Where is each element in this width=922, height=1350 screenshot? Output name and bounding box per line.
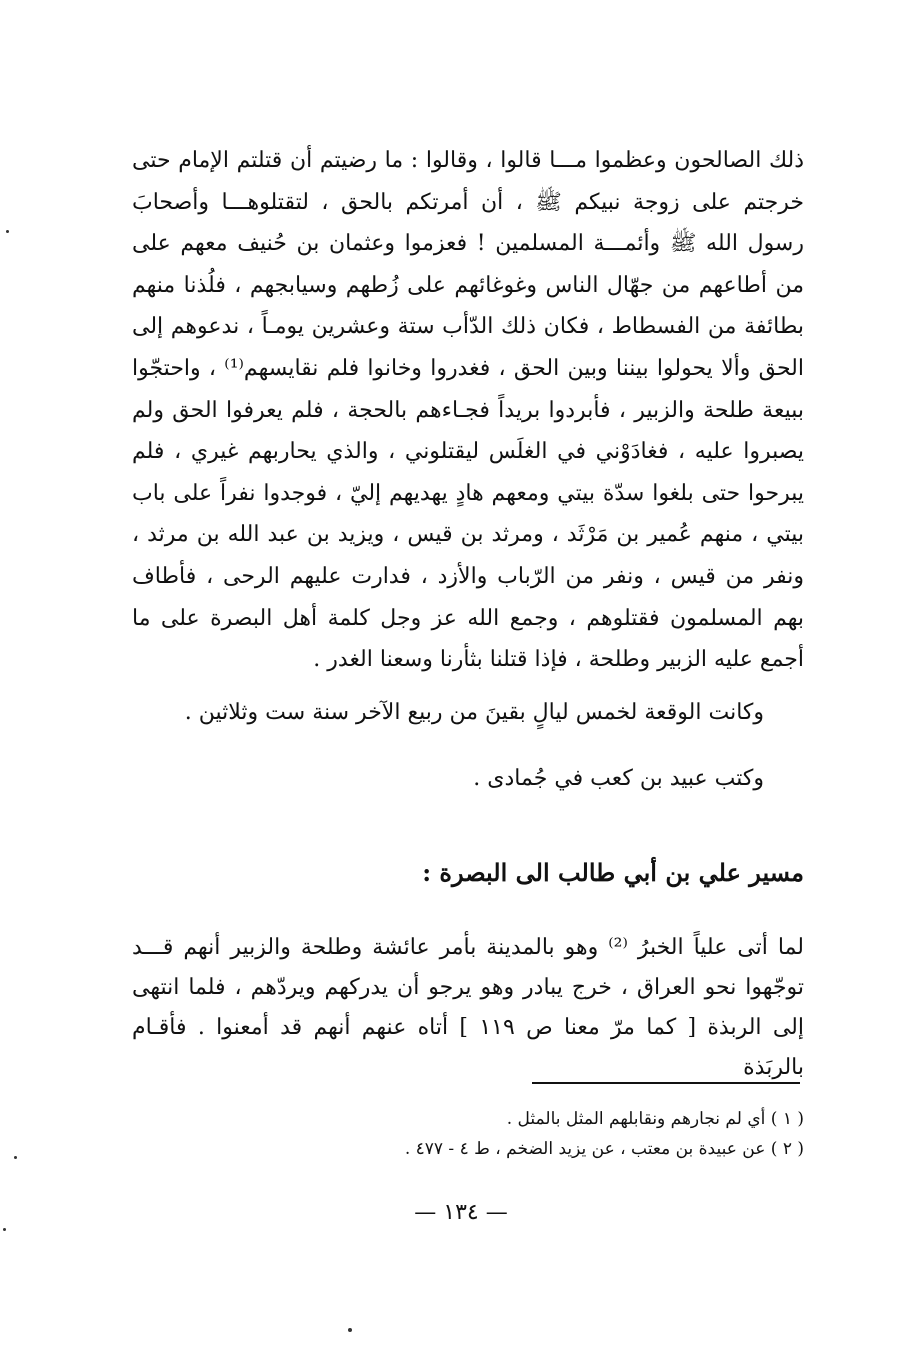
intro-paragraph: ذلك الصالحون وعظموا مـــا قالوا ، وقالوا : ما رضيتم أن قتلتم الإمام حتى خرجتم على زوجة نبيكم ﷺ ، أن أمرتكم بالحق ، لتقتلوهـــا وأصحابَ رسول الله ﷺ وأئمـــة المسلمين ! فعزموا وعثمان بن حُنيف معهم على من أطاعهم من جهّال الناس وغوغائهم على زُطهم وسيابجهم ، فلُذنا منهم بطائفة من الفسطاط ، فكان ذلك الدّأب ستة وعشرين يومـاً ، ندعوهم إلى الحق وألا يحولوا بيننا وبين الحق ، فغدروا وخانوا فلم نقايسهم⁽¹⁾ ، واحتجّوا ببيعة طلحة والزبير ، فأبردوا بريداً فجـاءهم بالحجة ، فلم يعرفوا الحق ولم يصبروا عليه ، فغادَوْني في الغلَس ليقتلوني ، والذي يحاربهم غيري ، فلم يبرحوا حتى بلغوا سدّة بيتي ومعهم هادٍ يهديهم إليّ ، فوجدوا نفراً على باب بيتي ، منهم عُمير بن مَرْثَد ، ومرثد بن قيس ، ويزيد بن عبد الله بن مرثد ، ونفر من قيس ، ونفر من الرّباب والأزد ، فدارت عليهم الرحى ، فأطاف بهم المسلمون فقتلوهم ، وجمع الله عز وجل كلمة أهل البصرة على ما أجمع عليه الزبير وطلحة ، فإذا قتلنا بثأرنا وسعنا الغدر . <box>132 148 804 673</box>
footnotes <box>405 1104 804 1164</box>
battle-date-line: وكانت الوقعة لخمس ليالٍ بقينَ من ربيع الآخر سنة ست وثلاثين . <box>184 700 764 725</box>
scan-speck <box>348 1328 352 1332</box>
footnote-divider <box>532 1082 800 1084</box>
scan-speck <box>3 1228 6 1231</box>
page-number: — ١٣٤ — <box>414 1200 508 1225</box>
section-paragraph: لما أتى علياً الخبرُ ⁽²⁾ وهو بالمدينة بأمر عائشة وطلحة والزبير أنهم قـــد توجّهوا نحو العراق ، خرج يبادر وهو يرجو أن يدركهم ويردّهم ، فلما انتهى إلى الربذة [ كما مرّ معنا ص ١١٩ ] أتاه عنهم أنهم قد أمعنوا . فأقـام بالربَذة <box>132 935 804 1080</box>
footnote-1: ( ١ ) أي لم نجارهم ونقابلهم المثل بالمثل . <box>506 1109 804 1129</box>
footnote-2: ( ٢ ) عن عبيدة بن معتب ، عن يزيد الضخم ، ط ٤ - ٤٧٧ . <box>404 1139 804 1159</box>
scan-speck <box>6 230 9 233</box>
author-line: وكتب عبيد بن كعب في جُمادى . <box>473 766 764 791</box>
section-heading: مسير علي بن أبي طالب الى البصرة : <box>422 858 804 887</box>
scan-speck <box>14 1156 17 1159</box>
